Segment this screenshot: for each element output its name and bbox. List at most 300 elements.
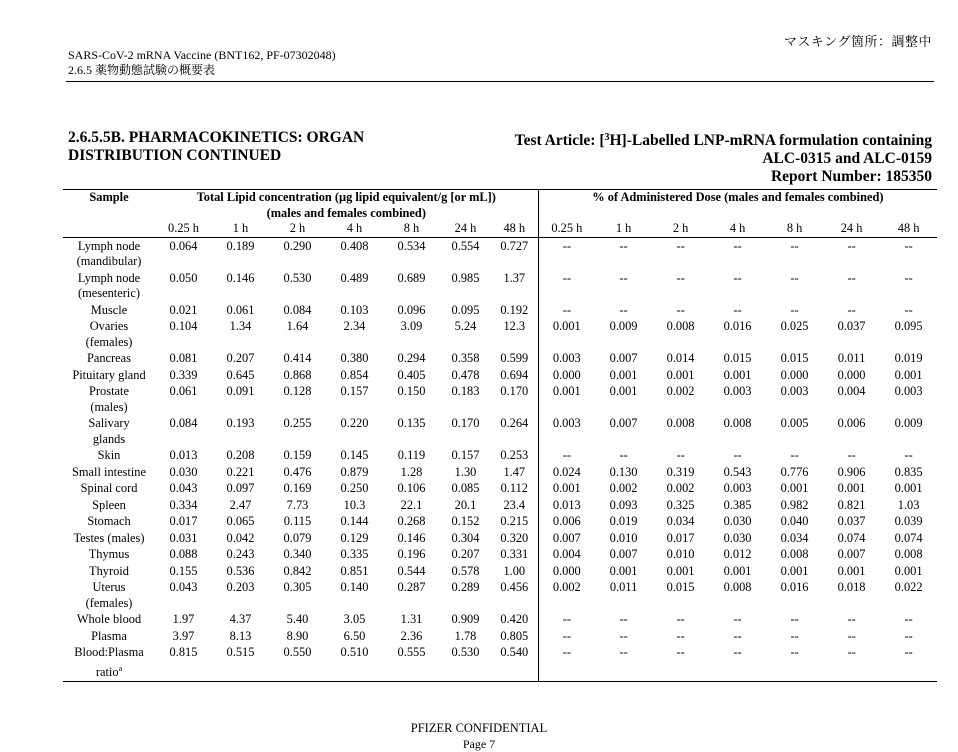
dose-value-cell: -- [676, 302, 685, 317]
lipid-value-cell: 0.294 [397, 351, 426, 365]
organ-distribution-body [63, 237, 937, 682]
dose-value-cell: 0.013 [538, 497, 595, 514]
lipid-value-cell: 7.73 [286, 497, 309, 512]
lipid-value-cell: 0.104 [169, 319, 198, 333]
dose-value-cell: 0.030 [723, 514, 752, 528]
dose-value-cell: -- [676, 270, 685, 285]
dose-value-cell: 0.001 [894, 481, 923, 495]
lipid-value-cell: 23.4 [503, 497, 526, 512]
lipid-value-cell: 0.084 [169, 416, 198, 430]
dose-value-cell: 0.007 [609, 351, 638, 365]
lipid-value-cell: 1.31 [400, 612, 423, 626]
dose-value-cell: 0.007 [837, 547, 866, 561]
dose-value-cell: 0.385 [723, 497, 752, 512]
dose-value-cell: -- [619, 302, 628, 317]
dose-value-cell: 0.003 [723, 481, 752, 495]
lipid-value-cell: 0.152 [451, 514, 480, 528]
dose-value-cell: 0.000 [538, 367, 595, 384]
lipid-value-cell: 1.00 [503, 563, 526, 578]
sample-qualifier [63, 286, 155, 302]
lipid-value-cell: 0.380 [340, 351, 369, 365]
sample-name-cell [63, 367, 155, 384]
lipid-value-cell: 0.043 [169, 580, 198, 594]
dose-value-cell: -- [652, 644, 709, 682]
lipid-value-cell: 0.405 [397, 367, 426, 382]
sample-name: Plasma [91, 628, 127, 643]
sample-name-cell [63, 513, 155, 530]
dose-value-cell: 0.003 [538, 415, 595, 447]
lipid-value-cell: 0.159 [283, 448, 312, 462]
dose-value-cell: 0.003 [538, 350, 595, 367]
dose-value-cell: -- [904, 270, 913, 285]
sample-name-cell [63, 579, 155, 611]
section-title-line1: 2.6.5.5B. PHARMACOKINETICS: ORGAN [68, 129, 365, 146]
dose-value-cell: 0.074 [894, 530, 923, 545]
document-header-product: SARS-CoV-2 mRNA Vaccine (BNT162, PF-07302048) [68, 48, 336, 62]
lipid-value-cell: 0.414 [283, 351, 312, 365]
lipid-value-cell: 1.78 [454, 628, 477, 643]
dose-value-cell: 0.001 [723, 367, 752, 382]
lipid-value-cell: 0.140 [340, 580, 369, 594]
sample-name: Pituitary gland [72, 367, 146, 382]
sample-name: Muscle [90, 302, 128, 317]
lipid-value-cell: 3.05 [343, 612, 366, 626]
lipid-time-header: 48 h [491, 221, 538, 237]
dose-value-cell: 0.030 [723, 530, 752, 545]
dose-value-cell: 0.015 [666, 580, 695, 594]
lipid-value-cell: 0.320 [500, 530, 529, 545]
sample-name: Ovaries [89, 319, 129, 333]
lipid-value-cell: 0.645 [226, 367, 255, 382]
document-header [68, 48, 934, 78]
test-article-suffix: H]-Labelled LNP-mRNA formulation containing [609, 132, 932, 149]
section-title [68, 129, 364, 165]
lipid-value-cell: 6.50 [343, 628, 366, 643]
dose-value-cell: 0.012 [723, 547, 752, 561]
dose-value-cell: 0.014 [666, 351, 695, 365]
lipid-value-cell: 0.084 [283, 302, 312, 317]
lipid-time-header: 0.25 h [155, 221, 212, 237]
sample-name: Lymph node [77, 238, 141, 253]
lipid-value-cell: 0.146 [397, 530, 426, 545]
lipid-value-cell: 0.081 [169, 351, 198, 365]
dose-value-cell: 0.007 [538, 530, 595, 547]
dose-value-cell: 0.074 [837, 530, 866, 545]
lipid-value-cell: 0.135 [397, 416, 426, 430]
lipid-value-cell: 0.157 [340, 384, 369, 398]
lipid-value-cell: 2.47 [229, 497, 252, 512]
lipid-value-cell: 0.536 [226, 563, 255, 578]
lipid-time-header: 24 h [440, 221, 491, 237]
lipid-value-cell: 1.97 [172, 612, 195, 626]
table-row [63, 270, 937, 302]
lipid-value-cell: 1.64 [286, 319, 309, 333]
sample-name: Stomach [87, 514, 131, 528]
lipid-concentration-header [155, 190, 538, 222]
lipid-value-cell: 0.196 [397, 547, 426, 561]
sample-qualifier-text: (females) [85, 595, 133, 610]
lipid-value-cell: 0.478 [451, 367, 480, 382]
sample-name-cell [63, 563, 155, 580]
lipid-value-cell: 0.255 [283, 416, 312, 430]
dose-value-cell: -- [847, 270, 856, 285]
lipid-value-cell: 0.264 [500, 416, 529, 430]
dose-value-cell: -- [538, 447, 595, 464]
sample-name-cell [63, 270, 155, 302]
lipid-value-cell: 0.091 [226, 384, 255, 398]
lipid-value-cell: 0.112 [500, 481, 528, 495]
sample-name-cell [63, 302, 155, 319]
sample-qualifier-text: ratio [95, 664, 119, 679]
dose-value-cell: -- [847, 448, 856, 462]
lipid-value-cell: 0.331 [500, 547, 529, 561]
dose-value-cell: 0.776 [780, 464, 809, 479]
dose-value-cell: 0.015 [780, 351, 809, 365]
lipid-value-cell: 0.544 [397, 563, 426, 578]
lipid-value-cell: 0.106 [397, 481, 426, 495]
lipid-value-cell: 0.305 [283, 580, 312, 594]
dose-value-cell: 0.003 [723, 384, 752, 398]
dose-value-cell: -- [676, 448, 685, 462]
lipid-value-cell: 0.030 [169, 464, 198, 479]
lipid-value-cell: 0.879 [340, 464, 369, 479]
lipid-value-cell: 0.115 [283, 514, 312, 528]
dose-value-cell: 0.319 [666, 464, 695, 479]
dose-time-header: 0.25 h [538, 221, 595, 237]
lipid-value-cell: 0.854 [340, 367, 369, 382]
sample-name-cell [63, 497, 155, 514]
table-row [63, 302, 937, 319]
dose-value-cell: 0.015 [723, 351, 752, 365]
sample-qualifier-text: (females) [85, 334, 133, 349]
dose-value-cell: -- [733, 270, 742, 285]
organ-distribution-table-wrapper [63, 189, 937, 682]
lipid-value-cell: 0.554 [451, 238, 480, 253]
lipid-value-cell: 0.456 [500, 580, 529, 594]
lipid-value-cell: 22.1 [400, 497, 423, 512]
lipid-value-cell: 0.096 [397, 302, 426, 317]
dose-value-cell: -- [733, 448, 742, 462]
dose-value-cell: -- [904, 612, 913, 626]
lipid-time-header: 1 h [212, 221, 269, 237]
lipid-value-cell: 0.203 [226, 580, 255, 594]
dose-value-cell: -- [619, 448, 628, 462]
dose-value-cell: -- [538, 644, 595, 682]
dose-value-cell: -- [619, 612, 628, 626]
dose-value-cell: 0.005 [780, 416, 809, 430]
table-row [63, 563, 937, 580]
table-row [63, 497, 937, 514]
dose-time-header: 2 h [652, 221, 709, 237]
dose-value-cell: -- [538, 302, 595, 319]
lipid-value-cell: 0.555 [383, 644, 440, 682]
lipid-value-cell: 0.150 [397, 384, 426, 398]
dose-value-cell: 0.009 [609, 319, 638, 333]
lipid-value-cell: 0.550 [269, 644, 326, 682]
lipid-value-cell: 0.064 [169, 238, 198, 253]
lipid-value-cell: 0.146 [226, 270, 255, 285]
sample-name: Testes (males) [73, 530, 145, 545]
organ-distribution-table [63, 189, 937, 682]
lipid-value-cell: 0.169 [283, 481, 312, 495]
lipid-value-cell: 0.243 [226, 547, 255, 561]
dose-value-cell: -- [538, 628, 595, 645]
table-row [63, 480, 937, 497]
dose-value-cell: 0.008 [666, 319, 695, 333]
sample-name: Salivary [88, 416, 130, 430]
lipid-value-cell: 8.90 [286, 628, 309, 643]
lipid-value-cell: 0.534 [397, 238, 426, 253]
dose-value-cell: 0.001 [538, 383, 595, 415]
sample-qualifier [63, 254, 155, 270]
sample-name-cell [63, 464, 155, 481]
time-point-header-row [63, 221, 937, 237]
table-row [63, 530, 937, 547]
dose-value-cell: 0.093 [609, 497, 638, 512]
sample-time-spacer [63, 221, 155, 237]
lipid-value-cell: 0.079 [283, 530, 312, 545]
lipid-value-cell: 0.340 [283, 547, 312, 561]
sample-name-cell [63, 318, 155, 350]
sample-name: Blood:Plasma [74, 645, 144, 659]
lipid-value-cell: 3.09 [400, 319, 423, 333]
dose-time-header: 8 h [766, 221, 823, 237]
lipid-value-cell: 0.017 [169, 514, 198, 528]
lipid-value-cell: 1.34 [229, 319, 252, 333]
section-title-line2: DISTRIBUTION CONTINUED [68, 147, 282, 164]
lipid-value-cell: 0.358 [451, 351, 480, 365]
lipid-value-cell: 5.40 [286, 612, 309, 626]
lipid-value-cell: 0.207 [226, 351, 255, 365]
lipid-value-cell: 0.220 [340, 416, 369, 430]
lipid-value-cell: 0.489 [340, 270, 369, 285]
dose-value-cell: 0.008 [666, 416, 695, 430]
dose-value-cell: -- [790, 448, 799, 462]
dose-value-cell: 0.001 [538, 318, 595, 350]
dose-value-cell: 0.037 [837, 514, 866, 528]
table-row [63, 644, 937, 682]
dose-value-cell: 0.001 [837, 563, 866, 578]
lipid-value-cell: 8.13 [229, 628, 252, 643]
page-number: Page 7 [462, 737, 496, 751]
lipid-value-cell: 0.408 [340, 238, 369, 253]
sample-name-cell [63, 447, 155, 464]
lipid-value-cell: 0.694 [500, 367, 529, 382]
sample-name-cell [63, 350, 155, 367]
table-row [63, 237, 937, 270]
table-row [63, 611, 937, 628]
lipid-value-cell: 0.215 [500, 514, 529, 528]
dose-value-cell: 0.002 [666, 481, 695, 495]
lipid-value-cell: 0.287 [397, 580, 426, 594]
dose-value-cell: 0.002 [538, 579, 595, 611]
lipid-value-cell: 0.476 [283, 464, 312, 479]
dose-value-cell: 0.001 [666, 563, 695, 578]
lipid-value-cell: 0.221 [226, 464, 255, 479]
dose-value-cell: -- [733, 628, 742, 643]
dose-value-cell: 0.034 [780, 530, 809, 545]
lipid-value-cell: 0.157 [451, 448, 480, 462]
dose-value-cell: 0.982 [780, 497, 809, 512]
sample-qualifier [63, 335, 155, 351]
sample-name-cell [63, 611, 155, 628]
dose-value-cell: 0.019 [609, 514, 638, 528]
sample-name-cell [63, 628, 155, 645]
lipid-value-cell: 3.97 [172, 628, 195, 643]
sample-name: Prostate [89, 384, 129, 398]
dose-value-cell: 0.008 [723, 580, 752, 594]
lipid-value-cell: 0.155 [169, 563, 198, 578]
dose-value-cell: 0.011 [837, 351, 866, 365]
lipid-value-cell: 0.268 [397, 514, 426, 528]
sample-name-cell [63, 546, 155, 563]
dose-value-cell: -- [538, 270, 595, 302]
sample-name-cell [63, 480, 155, 497]
dose-value-cell: 0.095 [894, 319, 923, 333]
sample-qualifier [63, 661, 155, 681]
dose-value-cell: 0.001 [609, 367, 638, 382]
dose-value-cell: -- [595, 644, 652, 682]
lipid-value-cell: 0.208 [226, 448, 255, 462]
lipid-value-cell: 0.013 [169, 448, 198, 462]
dose-value-cell: 0.010 [609, 530, 638, 545]
dose-value-cell: 0.001 [780, 481, 809, 495]
lipid-value-cell: 0.985 [451, 270, 480, 285]
dose-value-cell: 0.002 [609, 481, 638, 495]
dose-value-cell: 0.001 [780, 563, 809, 578]
lipid-value-cell: 2.34 [343, 319, 366, 333]
lipid-value-cell: 0.289 [451, 580, 480, 594]
dose-value-cell: 0.008 [723, 416, 752, 430]
dose-value-cell: -- [766, 644, 823, 682]
table-row [63, 367, 937, 384]
table-row [63, 318, 937, 350]
dose-value-cell: -- [790, 628, 799, 643]
header-rule [66, 81, 934, 82]
lipid-value-cell: 0.128 [283, 384, 312, 398]
lipid-value-cell: 0.103 [340, 302, 369, 317]
lipid-value-cell: 0.805 [500, 628, 529, 643]
sample-name: Skin [97, 448, 121, 462]
lipid-value-cell: 0.207 [451, 547, 480, 561]
dose-value-cell: 0.018 [837, 580, 866, 594]
lipid-value-cell: 0.815 [155, 644, 212, 682]
table-row [63, 464, 937, 481]
dose-value-cell: 0.003 [894, 384, 923, 398]
lipid-value-cell: 0.335 [340, 547, 369, 561]
dose-value-cell: -- [538, 237, 595, 270]
lipid-value-cell: 0.050 [169, 270, 198, 285]
dose-value-cell: 0.022 [894, 580, 923, 594]
dose-value-cell: 0.543 [723, 464, 752, 479]
lipid-value-cell: 0.253 [500, 448, 529, 462]
sample-qualifier-text: (mesenteric) [78, 286, 140, 300]
test-article-line2: ALC-0315 and ALC-0159 [762, 150, 932, 167]
table-row [63, 415, 937, 447]
table-row [63, 447, 937, 464]
lipid-value-cell: 0.339 [169, 367, 198, 382]
dose-value-cell: -- [904, 628, 913, 643]
sample-name: Spinal cord [80, 481, 138, 495]
lipid-time-header: 2 h [269, 221, 326, 237]
dose-value-cell: 0.009 [894, 416, 923, 430]
lipid-value-cell: 5.24 [454, 319, 477, 333]
lipid-value-cell: 1.47 [503, 464, 526, 479]
lipid-value-cell: 0.334 [169, 497, 198, 512]
table-row [63, 628, 937, 645]
dose-value-cell: -- [790, 270, 799, 285]
lipid-value-cell: 0.420 [500, 612, 529, 626]
dose-value-cell: 0.001 [723, 563, 752, 578]
lipid-value-cell: 0.144 [340, 514, 369, 528]
dose-value-cell: 0.004 [538, 546, 595, 563]
dose-value-cell: 0.037 [837, 319, 866, 333]
confidential-footer: PFIZER CONFIDENTIAL [410, 721, 548, 735]
lipid-concentration-subtitle: (males and females combined) [266, 205, 426, 220]
table-row [63, 350, 937, 367]
lipid-value-cell: 0.304 [451, 530, 480, 545]
lipid-value-cell: 0.129 [340, 530, 369, 545]
dose-value-cell: 0.008 [780, 547, 809, 561]
lipid-value-cell: 0.842 [283, 563, 312, 578]
lipid-value-cell: 0.061 [226, 302, 255, 317]
lipid-value-cell: 0.290 [283, 238, 312, 253]
sample-qualifier-text: (males) [90, 399, 128, 414]
lipid-value-cell: 0.727 [500, 238, 529, 253]
document-header-section: 2.6.5 薬物動態試験の概要表 [68, 63, 216, 77]
dose-value-cell: 0.019 [894, 351, 923, 365]
lipid-value-cell: 0.192 [500, 302, 529, 317]
dose-value-cell: -- [847, 302, 856, 317]
dose-value-cell: 0.002 [666, 384, 695, 398]
dose-value-cell: 1.03 [897, 497, 920, 512]
lipid-value-cell: 0.061 [169, 384, 198, 398]
lipid-value-cell: 0.170 [451, 416, 480, 430]
lipid-value-cell: 0.510 [326, 644, 383, 682]
lipid-value-cell: 10.3 [343, 497, 366, 512]
test-article-prefix: Test Article: [ [514, 132, 605, 149]
dose-value-cell: -- [676, 612, 685, 626]
dose-value-cell: -- [733, 612, 742, 626]
sample-name: Lymph node [77, 270, 141, 285]
dose-value-cell: -- [790, 238, 799, 253]
dose-value-cell: -- [904, 302, 913, 317]
lipid-value-cell: 1.30 [454, 464, 477, 479]
lipid-value-cell: 1.37 [503, 270, 526, 285]
lipid-time-header: 8 h [383, 221, 440, 237]
lipid-value-cell: 0.097 [226, 481, 255, 495]
dose-value-cell: 0.007 [609, 547, 638, 561]
dose-value-cell: -- [676, 628, 685, 643]
lipid-value-cell: 0.043 [169, 481, 198, 495]
lipid-value-cell: 0.250 [340, 481, 369, 495]
sample-column-header: Sample [63, 190, 155, 222]
table-row [63, 546, 937, 563]
lipid-value-cell: 0.851 [340, 563, 369, 578]
sample-qualifier-text: glands [92, 431, 126, 446]
lipid-value-cell: 0.021 [169, 302, 198, 317]
dose-value-cell: 0.016 [723, 319, 752, 333]
dose-value-cell: -- [619, 270, 628, 285]
lipid-value-cell: 0.515 [212, 644, 269, 682]
lipid-value-cell: 0.578 [451, 563, 480, 578]
dose-value-cell: -- [823, 644, 880, 682]
dose-value-cell: 0.001 [894, 367, 923, 382]
dose-value-cell: 0.003 [780, 384, 809, 398]
report-number: Report Number: 185350 [770, 168, 932, 185]
dose-value-cell: 0.017 [666, 530, 695, 545]
lipid-value-cell: 0.530 [440, 644, 491, 682]
